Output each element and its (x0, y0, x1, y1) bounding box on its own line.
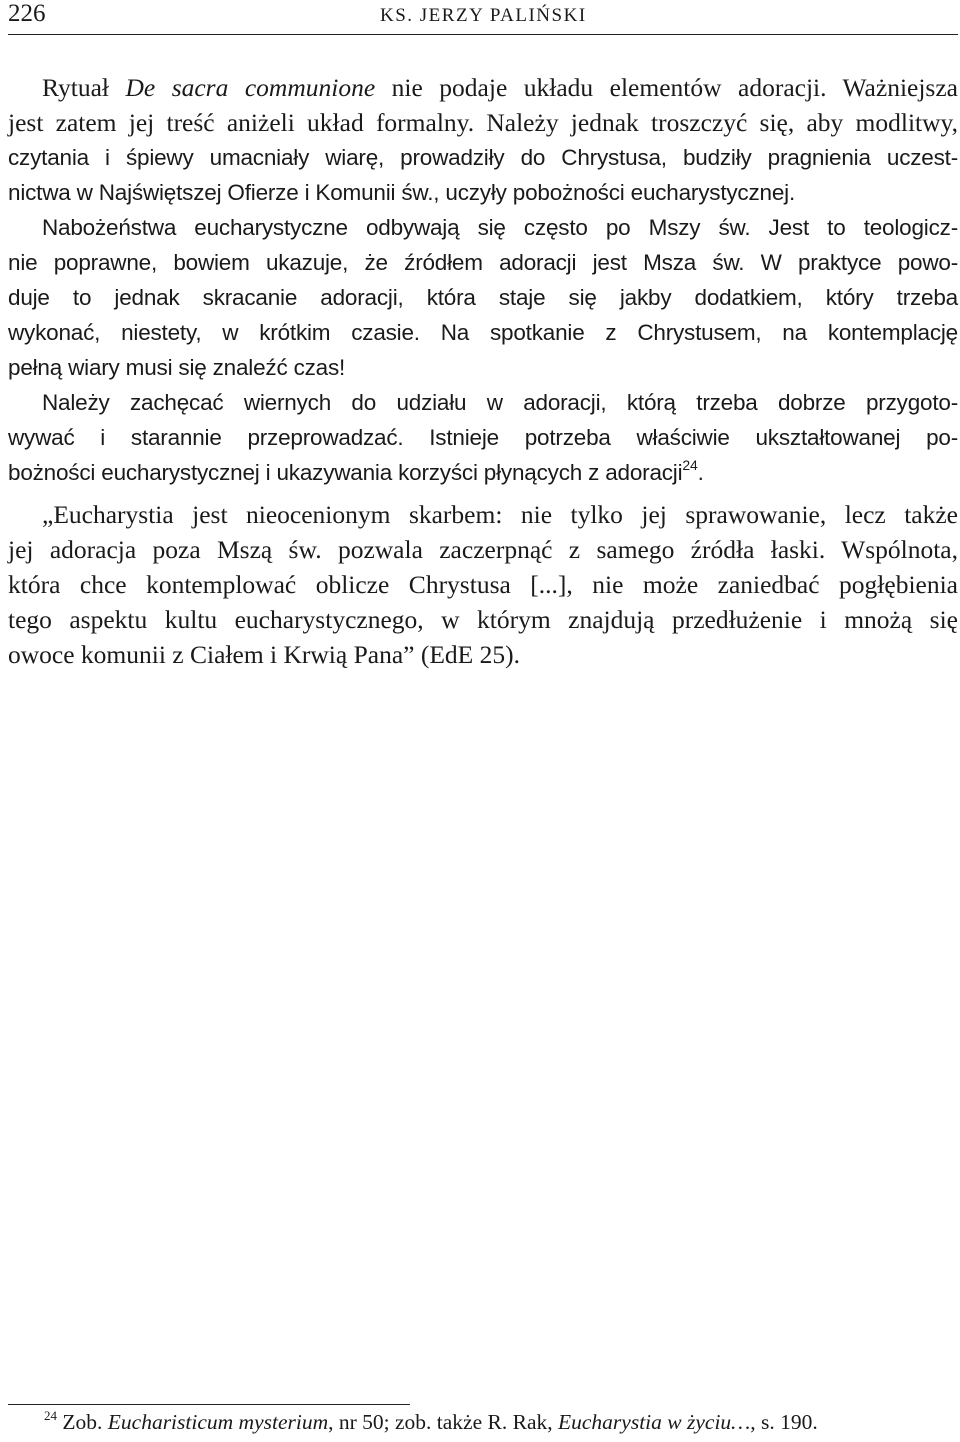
footnote-number: 24 (44, 1408, 57, 1423)
text-line (8, 70, 958, 105)
page-number: 226 (8, 0, 46, 27)
text-line: owoce komunii z Ciałem i Krwią Pana” (EdE 25). (8, 640, 520, 669)
text-run: nie podaje układu elementów adoracji. Ważniejsza (375, 73, 958, 102)
italic-title: Eucharisticum mysterium (107, 1410, 329, 1434)
paragraph-2 (8, 210, 958, 385)
text-run: , nr 50; zob. także R. Rak, (328, 1410, 558, 1434)
running-head: KS. JERZY PALIŃSKI (380, 5, 587, 26)
text-run: bożności eucharystycznej i ukazywania korzyści płynących z adoracji (8, 460, 683, 485)
text-run: , s. 190. (750, 1410, 818, 1434)
paragraph-4-quote (8, 497, 958, 672)
paragraph-3 (8, 385, 958, 490)
text-line: jest zatem jej treść aniżeli układ formalny. Należy jednak troszczyć się, aby modlitwy, (8, 108, 958, 137)
text-run: Rytuał (42, 73, 126, 102)
text-line (8, 455, 958, 490)
text-line: Nabożeństwa eucharystyczne odbywają się często po Mszy św. Jest to teologicz- (42, 215, 958, 240)
footnote-rule (8, 1404, 410, 1405)
text-run: . (697, 460, 704, 485)
header-rule (8, 34, 958, 35)
text-line: nictwa w Najświętszej Ofierze i Komunii św., uczyły pobożności eucharystycznej. (8, 180, 796, 205)
text-line: wywać i starannie przeprowadzać. Istnieje potrzeba właściwie ukształtowanej po- (8, 425, 958, 450)
text-line: tego aspektu kultu eucharystycznego, w którym znajdują przedłużenie i mnożą się (8, 605, 958, 634)
text-line: pełną wiary musi się znaleźć czas! (8, 355, 346, 380)
text-line: która chce kontemplować oblicze Chrystusa [...], nie może zaniedbać pogłębienia (8, 570, 958, 599)
text-line: „Eucharystia jest nieocenionym skarbem: nie tylko jej sprawowanie, lecz także (42, 500, 958, 529)
italic-title: De sacra communione (125, 73, 376, 102)
main-text (8, 70, 958, 672)
text-line: Należy zachęcać wiernych do udziału w adoracji, którą trzeba dobrze przygoto- (42, 390, 958, 415)
text-line: wykonać, niestety, w krótkim czasie. Na spotkanie z Chrystusem, na kontemplację (8, 320, 958, 345)
text-line: jej adoracja poza Mszą św. pozwala zaczerpnąć z samego źródła łaski. Wspólnota, (8, 535, 958, 564)
text-run: Zob. (57, 1410, 108, 1434)
italic-title: Eucharystia w życiu… (558, 1410, 751, 1434)
text-line: czytania i śpiewy umacniały wiarę, prowadziły do Chrystusa, budziły pragnienia uczest- (8, 145, 958, 170)
paragraph-1 (8, 70, 958, 210)
footnote (44, 1410, 818, 1435)
footnote-reference: 24 (682, 457, 698, 473)
text-line: duje to jednak skracanie adoracji, która staje się jakby dodatkiem, który trzeba (8, 285, 958, 310)
text-line: nie poprawne, bowiem ukazuje, że źródłem adoracji jest Msza św. W praktyce powo- (8, 250, 958, 275)
page-header (0, 0, 960, 34)
